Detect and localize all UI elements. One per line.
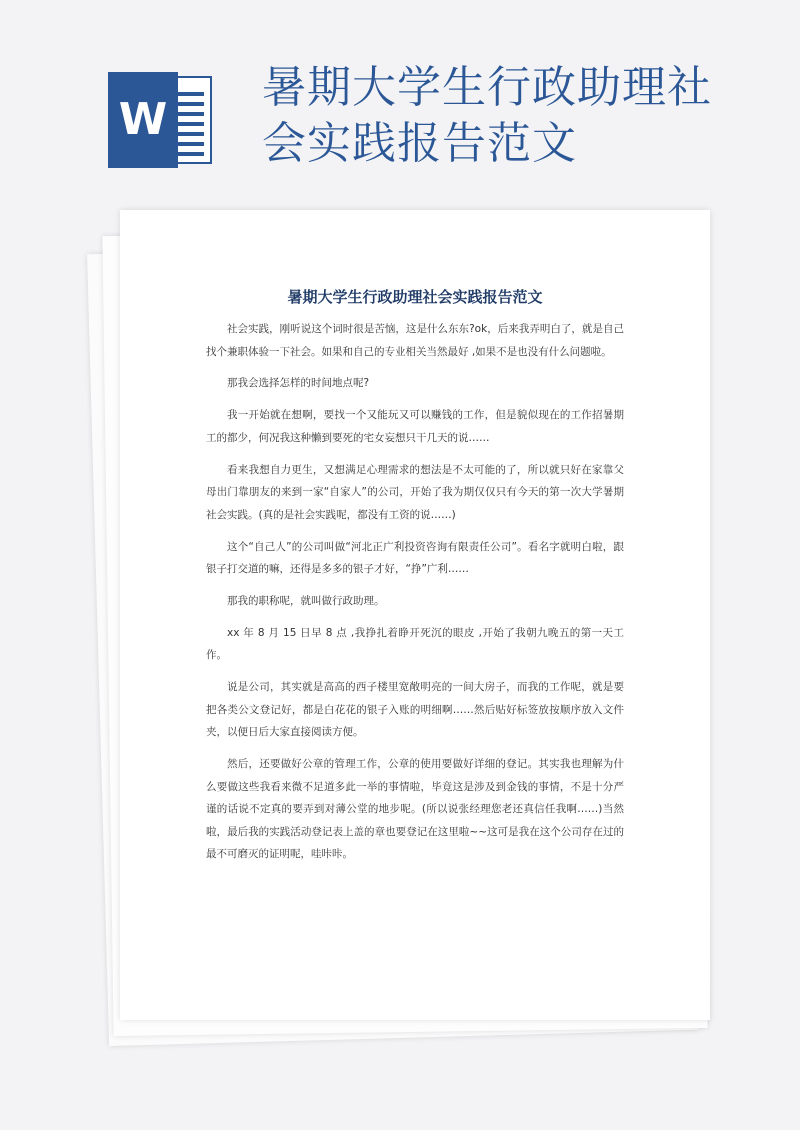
- document-title: 暑期大学生行政助理社会实践报告范文: [287, 288, 543, 306]
- paragraph: 这个“自己人”的公司叫做“河北正广利投资咨询有限责任公司”。看名字就明白啦，跟银子打交道的嘛，还得是多多的银子才好，“挣”广利……: [206, 540, 624, 576]
- page-title: 暑期大学生行政助理社会实践报告范文: [262, 62, 712, 169]
- word-document-icon: [108, 72, 216, 168]
- paragraph: 那我会选择怎样的时间地点呢?: [227, 377, 370, 390]
- paragraph: 然后，还要做好公章的管理工作，公章的使用要做好详细的登记。其实我也理解为什么要做这些我看来微不足道多此一举的事情啦，毕竟这是涉及到金钱的事情，不是十分严谨的话说不定真的要弄到对薄公堂的地步呢。(所以说张经理您老还真信任我啊……)当然啦，最后我的实践活动登记表上盖的章也要登记在这里啦~~这可是我在这个公司存在过的最不可磨灭的证明呢，哇咔咔。: [206, 758, 624, 861]
- paragraph: xx 年 8 月 15 日早 8 点 ,我挣扎着睁开死沉的眼皮 ,开始了我朝九晚五的第一天工作。: [206, 626, 624, 662]
- paragraph: 看来我想自力更生，又想满足心理需求的想法是不太可能的了，所以就只好在家靠父母出门靠朋友的来到一家“自家人”的公司，开始了我为期仅仅只有今天的第一次大学暑期社会实践。(真的是社会实践呢，都没有工资的说……): [206, 463, 624, 521]
- paragraph: 那我的职称呢，就叫做行政助理。: [227, 594, 385, 607]
- paragraph: 我一开始就在想啊，要找一个又能玩又可以赚钱的工作，但是貌似现在的工作招暑期工的都少，何况我这种懒到要死的宅女妄想只干几天的说……: [206, 409, 624, 444]
- paragraph: 说是公司，其实就是高高的西子楼里宽敞明亮的一间大房子，而我的工作呢，就是要把各类公文登记好，都是白花花的银子入账的明细啊……然后贴好标签放按顺序放入文件夹，以便日后大家直接阅读方便。: [206, 681, 624, 739]
- document-body: [206, 318, 624, 875]
- paragraph: 社会实践，刚听说这个词时很是苦恼，这是什么东东?ok，后来我弄明白了，就是自己找个兼职体验一下社会。如果和自己的专业相关当然最好 ,如果不是也没有什么问题啦。: [206, 323, 624, 358]
- word-badge: W: [108, 72, 178, 168]
